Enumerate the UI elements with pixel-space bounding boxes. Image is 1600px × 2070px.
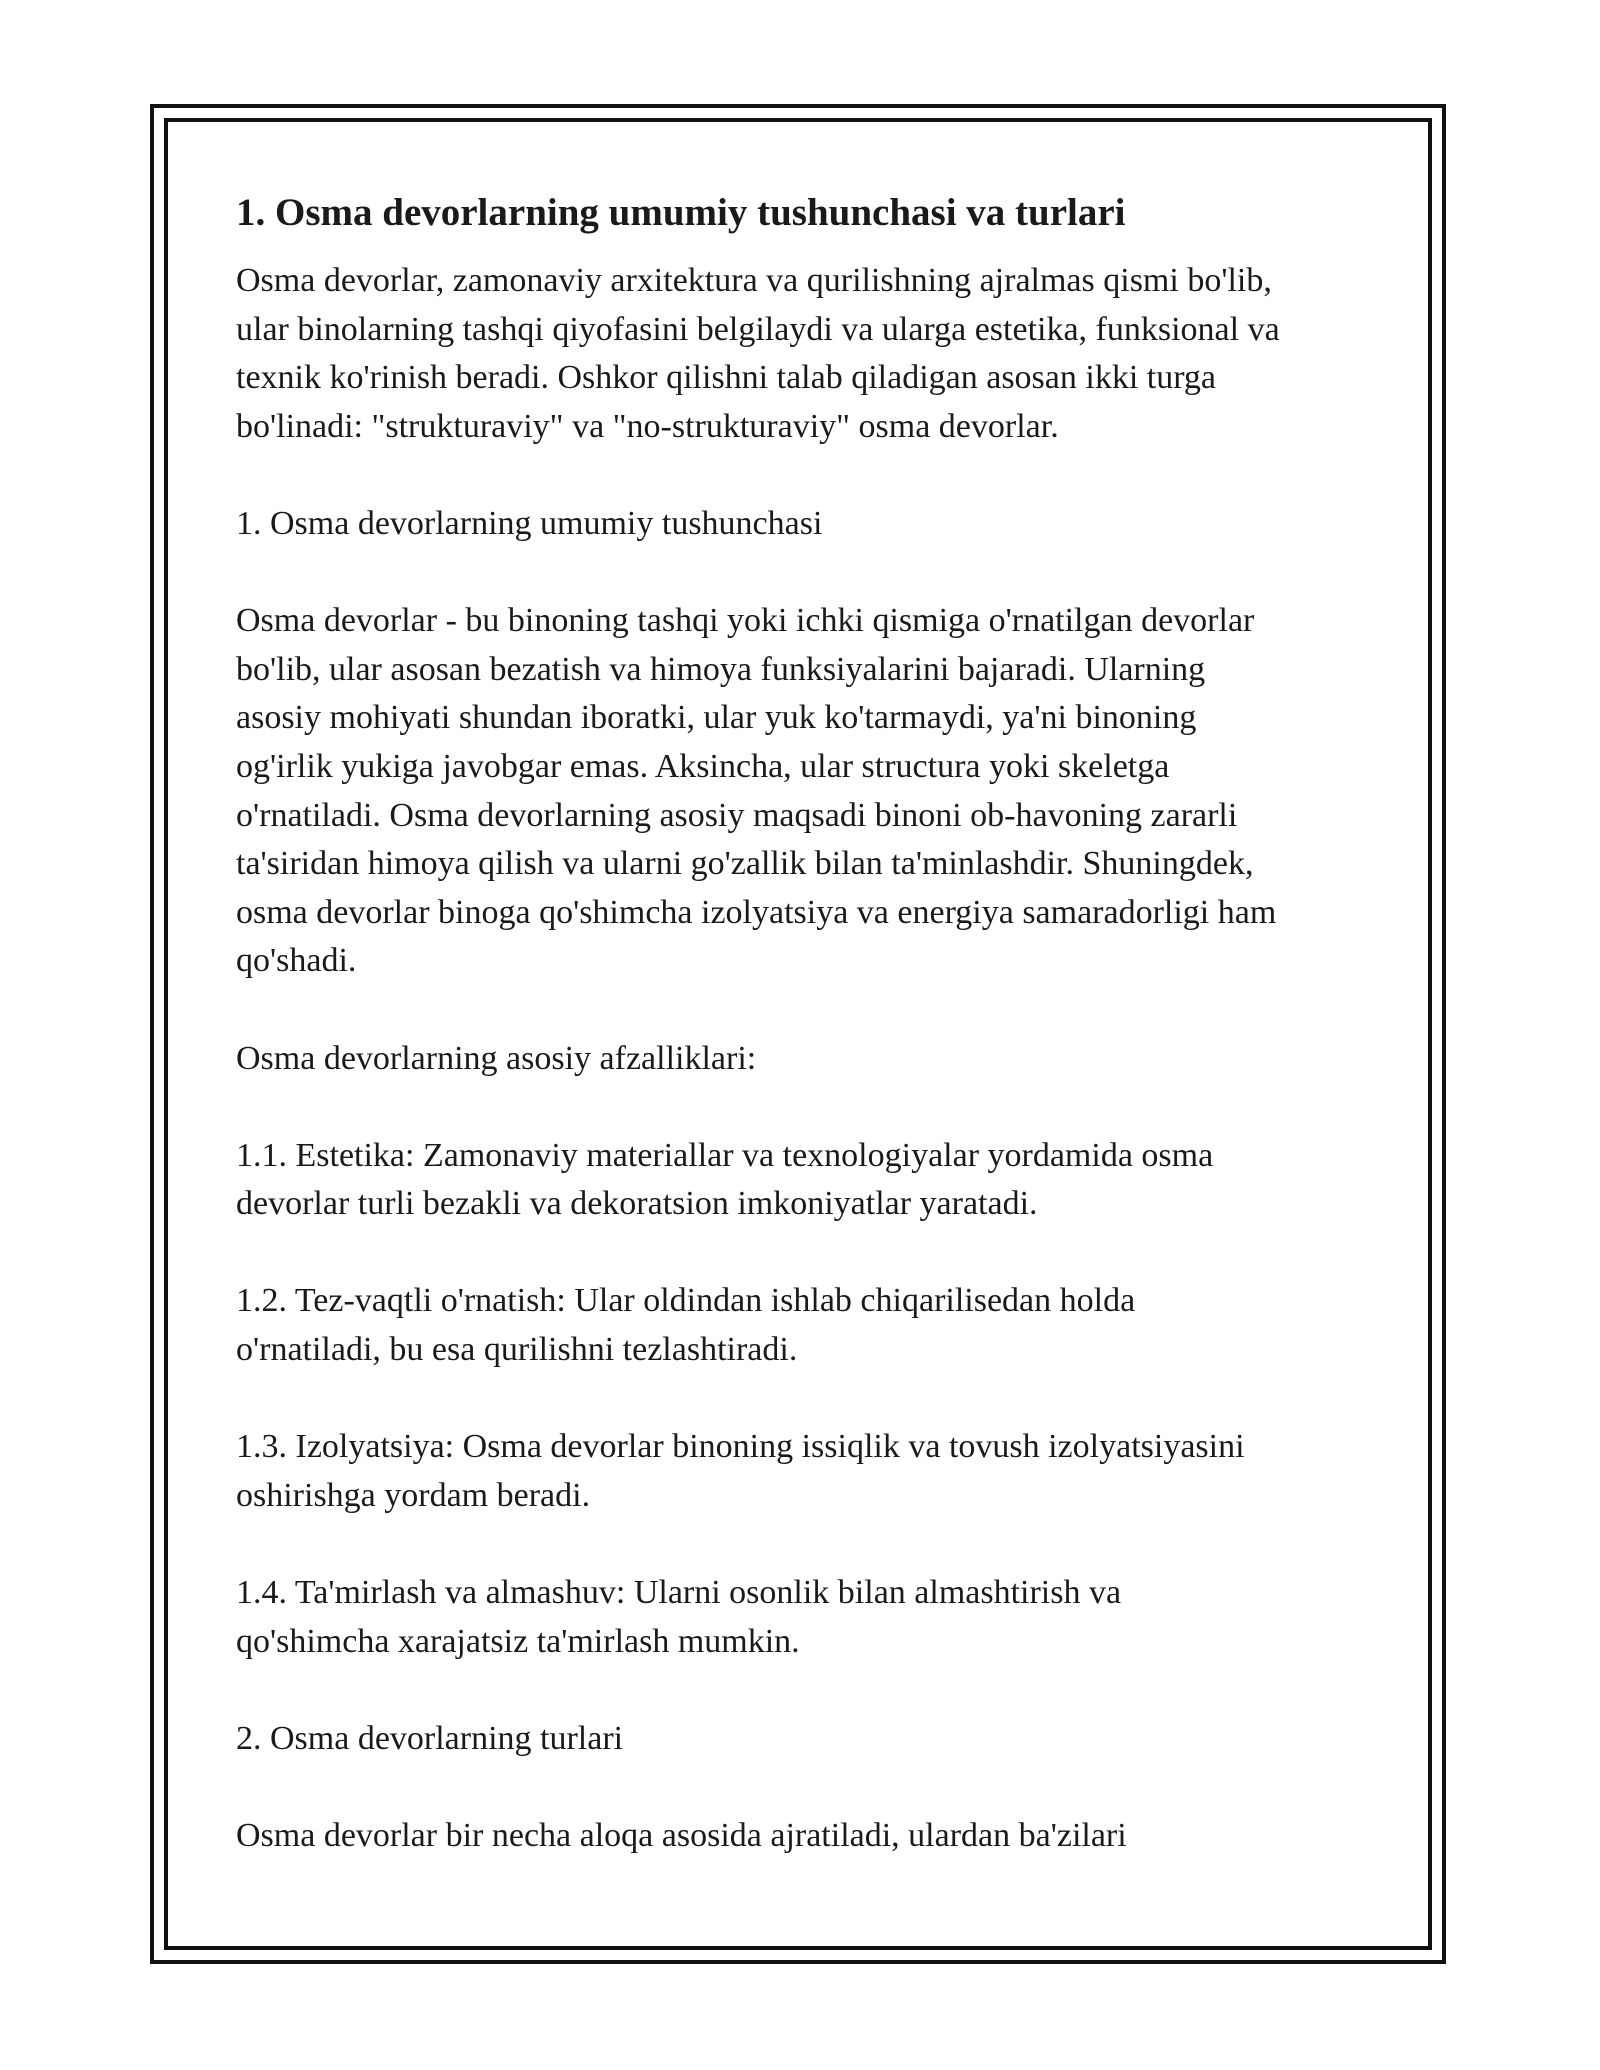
text-line: ta'siridan himoya qilish va ularni go'zallik bilan ta'minlashdir. Shuningdek, [236, 845, 1254, 883]
paragraph-intro [236, 257, 1386, 451]
text-line: ular binolarning tashqi qiyofasini belgilaydi va ularga estetika, funksional va [236, 310, 1280, 348]
document-body [236, 185, 1386, 1909]
text-line: 1.2. Tez-vaqtli o'rnatish: Ular oldindan ishlab chiqarilisedan holda [236, 1282, 1136, 1320]
text-line: oshirishga yordam beradi. [236, 1476, 591, 1514]
text-line: 1. Osma devorlarning umumiy tushunchasi [236, 504, 823, 542]
text-line: bo'linadi: "strukturaviy" va "no-strukturaviy" osma devorlar. [236, 407, 1059, 445]
list-item-advantage-1-1 [236, 1132, 1386, 1229]
text-line: qo'shadi. [236, 942, 357, 980]
paragraph-types-intro [236, 1812, 1386, 1861]
text-line: qo'shimcha xarajatsiz ta'mirlash mumkin. [236, 1622, 800, 1660]
text-line: 1.1. Estetika: Zamonaviy materiallar va texnologiyalar yordamida osma [236, 1136, 1214, 1174]
text-line: Osma devorlarning asosiy afzalliklari: [236, 1039, 757, 1077]
list-item-advantage-1-4 [236, 1569, 1386, 1666]
text-line: o'rnatiladi, bu esa qurilishni tezlashtiradi. [236, 1331, 798, 1369]
text-line: bo'lib, ular asosan bezatish va himoya funksiyalarini bajaradi. Ularning [236, 650, 1206, 688]
text-line: 1.3. Izolyatsiya: Osma devorlar binoning issiqlik va tovush izolyatsiyasini [236, 1428, 1245, 1466]
text-line: og'irlik yukiga javobgar emas. Aksincha, ular structura yoki skeletga [236, 747, 1170, 785]
text-line: Osma devorlar - bu binoning tashqi yoki ichki qismiga o'rnatilgan devorlar [236, 602, 1255, 640]
section-1-title [236, 500, 1386, 549]
document-heading: 1. Osma devorlarning umumiy tushunchasi va turlari [236, 191, 1126, 234]
text-line: osma devorlar binoga qo'shimcha izolyatsiya va energiya samaradorligi ham [236, 893, 1277, 931]
list-item-advantage-1-2 [236, 1277, 1386, 1374]
text-line: o'rnatiladi. Osma devorlarning asosiy maqsadi binoni ob-havoning zararli [236, 796, 1238, 834]
text-line: 1.4. Ta'mirlash va almashuv: Ularni osonlik bilan almashtirish va [236, 1574, 1122, 1612]
advantages-title [236, 1035, 1386, 1084]
text-line: devorlar turli bezakli va dekoratsion imkoniyatlar yaratadi. [236, 1185, 1038, 1223]
text-line: asosiy mohiyati shundan iboratki, ular yuk ko'tarmaydi, ya'ni binoning [236, 699, 1197, 737]
text-line: 2. Osma devorlarning turlari [236, 1719, 624, 1757]
section-2-title [236, 1715, 1386, 1764]
text-line: Osma devorlar, zamonaviy arxitektura va qurilishning ajralmas qismi bo'lib, [236, 262, 1272, 299]
list-item-advantage-1-3 [236, 1423, 1386, 1520]
text-line: Osma devorlar bir necha aloqa asosida ajratiladi, ulardan ba'zilari [236, 1817, 1127, 1854]
paragraph-definition [236, 597, 1386, 986]
text-line: texnik ko'rinish beradi. Oshkor qilishni talab qiladigan asosan ikki turga [236, 359, 1217, 397]
